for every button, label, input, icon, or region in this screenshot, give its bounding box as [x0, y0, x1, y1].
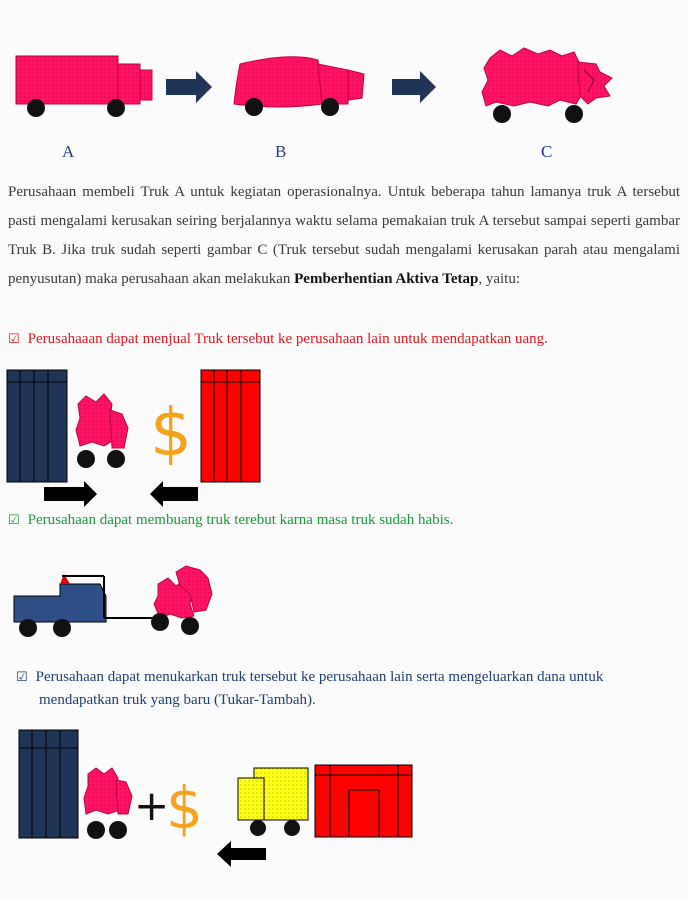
truck-label-b: B	[275, 142, 287, 161]
right-arrow-icon	[392, 71, 436, 103]
wrecked-truck-icon	[151, 566, 212, 635]
new-truck-icon	[238, 768, 308, 836]
right-arrow-icon	[166, 71, 212, 103]
truck-label-c: C	[541, 142, 553, 161]
option-trade-in	[16, 666, 680, 711]
left-arrow-icon	[150, 481, 198, 507]
damaged-truck-icon	[234, 57, 364, 116]
bold-term: Pemberhentian Aktiva Tetap	[294, 271, 479, 287]
dollar-icon: $	[150, 394, 192, 471]
intro-paragraph: Perusahaan membeli Truk A untuk kegiatan operasionalnya. Untuk beberapa tahun lamanya truk A tersebut pasti mengalami kerusakan seiring berjalannya waktu selama pemakaian truk A tersebut sampai seperti gambar Truk B. Jika truk sudah seperti gambar C (Truk tersebut sudah mengalami kerusakan parah atau mengalami penyusutan) maka perusahaan akan melakukan Pemberhentian Aktiva Tetap, yaitu:	[8, 184, 680, 287]
wrecked-truck-icon	[482, 48, 612, 123]
checkbox-icon: ☑	[8, 513, 20, 528]
truck-label-a: A	[62, 142, 75, 161]
company-building-icon	[201, 370, 260, 482]
option-trade-text-line1: Perusahaan dapat menukarkan truk tersebut ke perusahaan lain serta mengeluarkan dana untuk	[35, 669, 604, 685]
company-building-icon	[19, 730, 78, 838]
option-discard	[8, 509, 453, 532]
option-trade-text-line2: mendapatkan truk yang baru (Tukar-Tambah).	[39, 692, 316, 708]
wrecked-truck-icon	[84, 768, 132, 839]
plus-icon: +	[134, 781, 170, 830]
truck-a-icon	[16, 56, 152, 117]
checkbox-icon: ☑	[8, 332, 20, 347]
company-building-icon	[315, 765, 412, 837]
option-sell-text: Perusahaaan dapat menjual Truk tersebut ke perusahaan lain untuk mendapatkan uang.	[27, 331, 548, 347]
option-sell	[8, 328, 548, 351]
checkbox-icon: ☑	[16, 670, 28, 685]
wrecked-truck-icon	[76, 394, 128, 468]
dollar-icon: $	[166, 774, 203, 842]
left-arrow-icon	[217, 841, 266, 867]
right-arrow-icon	[44, 481, 97, 507]
option-discard-text: Perusahaan dapat membuang truk terebut karna masa truk sudah habis.	[27, 512, 454, 528]
tow-truck-icon	[14, 574, 158, 637]
company-building-icon	[7, 370, 67, 482]
